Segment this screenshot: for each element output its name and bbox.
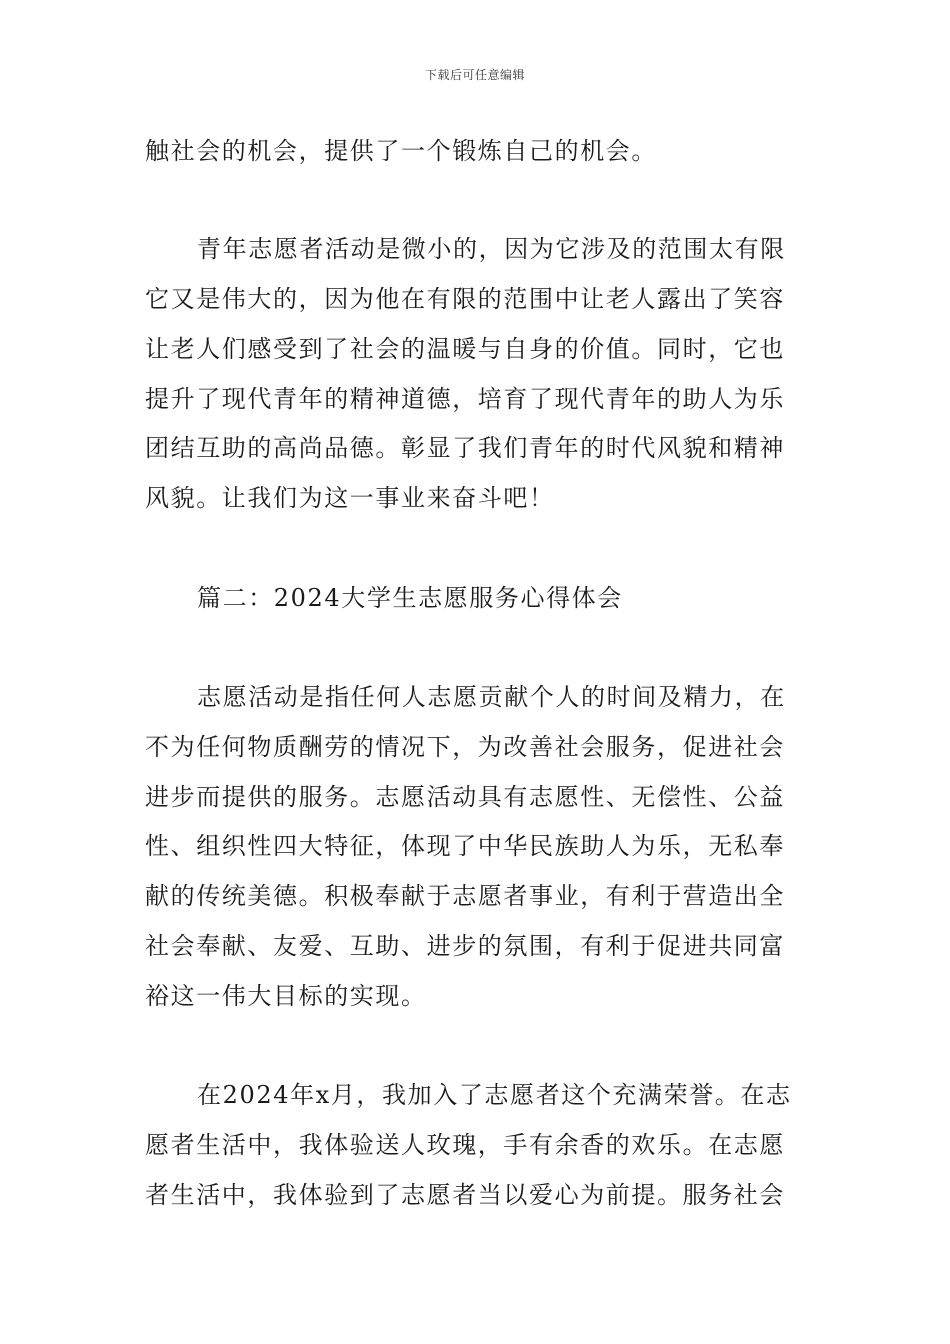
body-line: 进步而提供的服务。志愿活动具有志愿性、无偿性、公益 (145, 783, 785, 811)
body-line: 献的传统美德。积极奉献于志愿者事业，有利于营造出全 (145, 882, 785, 910)
body-line: 风貌。让我们为这一事业来奋斗吧！ (145, 484, 555, 512)
body-line: 不为任何物质酬劳的情况下，为改善社会服务，促进社会 (145, 733, 785, 761)
body-line: 触社会的机会，提供了一个锻炼自己的机会。 (145, 137, 657, 165)
paragraph-first-line: 志愿活动是指任何人志愿贡献个人的时间及精力，在 (197, 683, 786, 711)
body-line: 裕这一伟大目标的实现。 (145, 982, 427, 1010)
body-line: 提升了现代青年的精神道德，培育了现代青年的助人为乐 (145, 385, 785, 413)
body-line: 者生活中，我体验到了志愿者当以爱心为前提。服务社会 (145, 1181, 785, 1209)
section-heading: 篇二：2024大学生志愿服务心得体会 (197, 584, 623, 612)
body-line: 愿者生活中，我体验送人玫瑰，手有余香的欢乐。在志愿 (145, 1131, 785, 1159)
body-line: 性、组织性四大特征，体现了中华民族助人为乐，无私奉 (145, 832, 785, 860)
body-line: 它又是伟大的，因为他在有限的范围中让老人露出了笑容 (145, 285, 785, 313)
body-line: 社会奉献、友爱、互助、进步的氛围，有利于促进共同富 (145, 932, 785, 960)
paragraph-first-line: 青年志愿者活动是微小的，因为它涉及的范围太有限 (197, 235, 786, 263)
body-line: 让老人们感受到了社会的温暖与自身的价值。同时，它也 (145, 335, 785, 363)
paragraph-first-line: 在2024年x月，我加入了志愿者这个充满荣誉。在志 (197, 1081, 792, 1109)
page-header: 下载后可任意编辑 (424, 68, 525, 82)
body-line: 团结互助的高尚品德。彰显了我们青年的时代风貌和精神 (145, 434, 785, 462)
